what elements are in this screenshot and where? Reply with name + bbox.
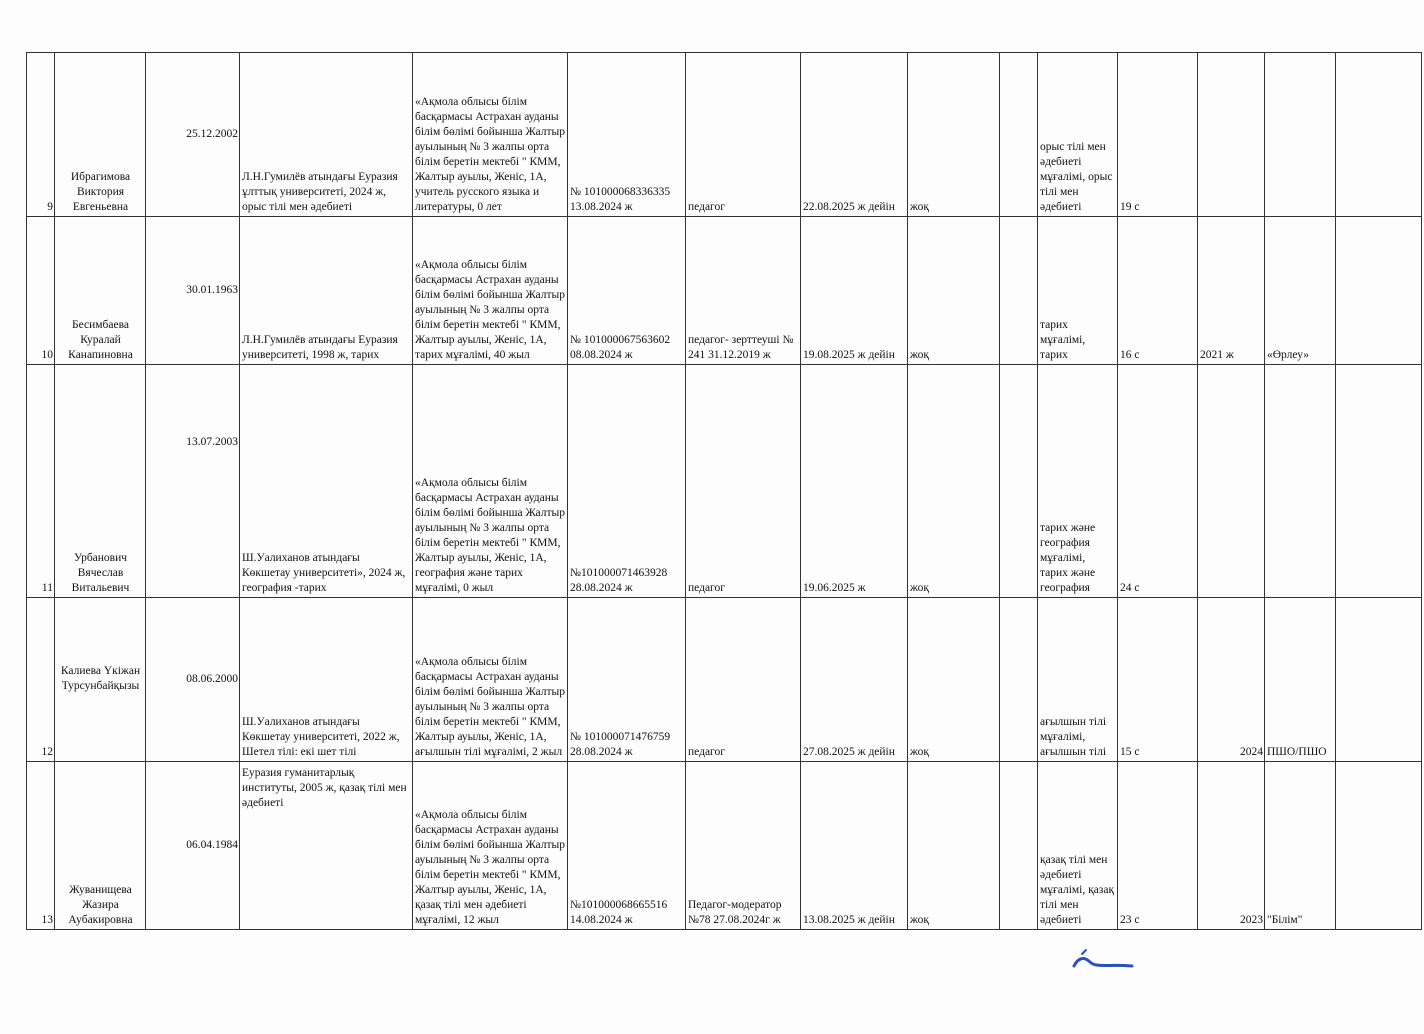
workplace: «Ақмола облысы білім басқармасы Астрахан ауданы білім бөлімі бойынша Жалтыр ауылының № 3 жалпы орта білім беретін мектебі " КММ, Жалтыр ауылы, Женіс, 1А, тарих мұғалімі, 40 жыл <box>413 217 568 365</box>
certificate: № 101000067563602 08.08.2024 ж <box>568 217 686 365</box>
workplace: «Ақмола облысы білім басқармасы Астрахан ауданы білім бөлімі бойынша Жалтыр ауылының № 3 жалпы орта білім беретін мектебі " КММ, Жалтыр ауылы, Женіс, 1А, ағылшын тілі мұғалімі, 2 жыл <box>413 598 568 762</box>
row-number: 9 <box>27 53 55 217</box>
table-row <box>27 217 1422 365</box>
education: Ш.Уалиханов атындағы Көкшетау университеті, 2022 ж, Шетел тілі: екі шет тілі <box>240 598 413 762</box>
workplace: «Ақмола облысы білім басқармасы Астрахан ауданы білім бөлімі бойынша Жалтыр ауылының № 3 жалпы орта білім беретін мектебі " КММ, Жалтыр ауылы, Женіс, 1А, география және тарих мұғалімі, 0 жыл <box>413 365 568 598</box>
category: педагог <box>686 53 801 217</box>
birth-date <box>146 53 240 217</box>
teacher-name: Жуванищева Жазира Аубакировна <box>55 762 146 930</box>
specialty: тарих мұғалімі, тарих <box>1038 217 1118 365</box>
row-number: 13 <box>27 762 55 930</box>
row-number: 11 <box>27 365 55 598</box>
teacher-name: Урбанович Вячеслав Витальевич <box>55 365 146 598</box>
table-row <box>27 762 1422 930</box>
teacher-name: Бесимбаева Куралай Канапиновна <box>55 217 146 365</box>
category: педагог- зерттеуші № 241 31.12.2019 ж <box>686 217 801 365</box>
certificate: №101000071463928 28.08.2024 ж <box>568 365 686 598</box>
category: Педагог-модератор №78 27.08.2024г ж <box>686 762 801 930</box>
workplace: «Ақмола облысы білім басқармасы Астрахан ауданы білім бөлімі бойынша Жалтыр ауылының № 3 жалпы орта білім беретін мектебі " КММ, Жалтыр ауылы, Женіс, 1А, қазақ тілі мен әдебиеті мұғалімі, 12 жыл <box>413 762 568 930</box>
signature-mark <box>1068 948 1138 974</box>
birth-date-text: 25.12.2002 <box>186 127 238 140</box>
course-year: 2023 <box>1198 762 1265 930</box>
course-year <box>1198 365 1265 598</box>
disability: жоқ <box>908 53 1000 217</box>
valid-until: 27.08.2025 ж дейін <box>801 598 908 762</box>
specialty: тарих және география мұғалімі, тарих және география <box>1038 365 1118 598</box>
hours: 15 с <box>1118 598 1198 762</box>
table-row <box>27 365 1422 598</box>
extra <box>1000 53 1038 217</box>
birth-date <box>146 217 240 365</box>
birth-date-text: 30.01.1963 <box>186 283 238 296</box>
extra <box>1000 217 1038 365</box>
education: Л.Н.Гумилёв атындағы Еуразия университеті, 1998 ж, тарих <box>240 217 413 365</box>
birth-date: 13.07.2003 <box>146 365 240 598</box>
disability: жоқ <box>908 365 1000 598</box>
course-year: 2024 <box>1198 598 1265 762</box>
education: Еуразия гуманитарлық институты, 2005 ж, қазақ тілі мен әдебиеті <box>240 762 413 930</box>
teacher-name: Ибрагимова Виктория Евгеньевна <box>55 53 146 217</box>
table-row <box>27 598 1422 762</box>
hours: 24 с <box>1118 365 1198 598</box>
disability: жоқ <box>908 598 1000 762</box>
course-org <box>1265 365 1336 598</box>
staff-table <box>26 52 1422 930</box>
extra <box>1000 365 1038 598</box>
last-column <box>1336 217 1422 365</box>
extra <box>1000 598 1038 762</box>
extra <box>1000 762 1038 930</box>
last-column <box>1336 598 1422 762</box>
disability: жоқ <box>908 762 1000 930</box>
teacher-name: Калиева Үкіжан Турсунбайқызы <box>55 598 146 762</box>
valid-until: 22.08.2025 ж дейін <box>801 53 908 217</box>
certificate: № 101000071476759 28.08.2024 ж <box>568 598 686 762</box>
category: педагог <box>686 598 801 762</box>
course-org: "Білім" <box>1265 762 1336 930</box>
certificate: № 101000068336335 13.08.2024 ж <box>568 53 686 217</box>
hours: 23 с <box>1118 762 1198 930</box>
valid-until: 13.08.2025 ж дейін <box>801 762 908 930</box>
course-org: ПШО/ПШО <box>1265 598 1336 762</box>
last-column <box>1336 365 1422 598</box>
course-org: «Өрлеу» <box>1265 217 1336 365</box>
workplace: «Ақмола облысы білім басқармасы Астрахан ауданы білім бөлімі бойынша Жалтыр ауылының № 3 жалпы орта білім беретін мектебі " КММ, Жалтыр ауылы, Женіс, 1А, учитель русского языка и литературы, 0 лет <box>413 53 568 217</box>
course-org <box>1265 53 1336 217</box>
education: Ш.Уалиханов атындағы Көкшетау университеті», 2024 ж, география -тарих <box>240 365 413 598</box>
birth-date: 08.06.2000 <box>146 598 240 762</box>
valid-until: 19.08.2025 ж дейін <box>801 217 908 365</box>
certificate: №101000068665516 14.08.2024 ж <box>568 762 686 930</box>
table-row <box>27 53 1422 217</box>
specialty: қазақ тілі мен әдебиеті мұғалімі, қазақ тілі мен әдебиеті <box>1038 762 1118 930</box>
birth-date: 06.04.1984 <box>146 762 240 930</box>
last-column <box>1336 53 1422 217</box>
specialty: ағылшын тілі мұғалімі, ағылшын тілі <box>1038 598 1118 762</box>
education: Л.Н.Гумилёв атындағы Еуразия ұлттық университеті, 2024 ж, орыс тілі мен әдебиеті <box>240 53 413 217</box>
course-year <box>1198 53 1265 217</box>
specialty: орыс тілі мен әдебиеті мұғалімі, орыс тілі мен әдебиеті <box>1038 53 1118 217</box>
category: педагог <box>686 365 801 598</box>
hours: 19 с <box>1118 53 1198 217</box>
row-number: 10 <box>27 217 55 365</box>
last-column <box>1336 762 1422 930</box>
course-year: 2021 ж <box>1198 217 1265 365</box>
row-number: 12 <box>27 598 55 762</box>
valid-until: 19.06.2025 ж <box>801 365 908 598</box>
hours: 16 с <box>1118 217 1198 365</box>
disability: жоқ <box>908 217 1000 365</box>
